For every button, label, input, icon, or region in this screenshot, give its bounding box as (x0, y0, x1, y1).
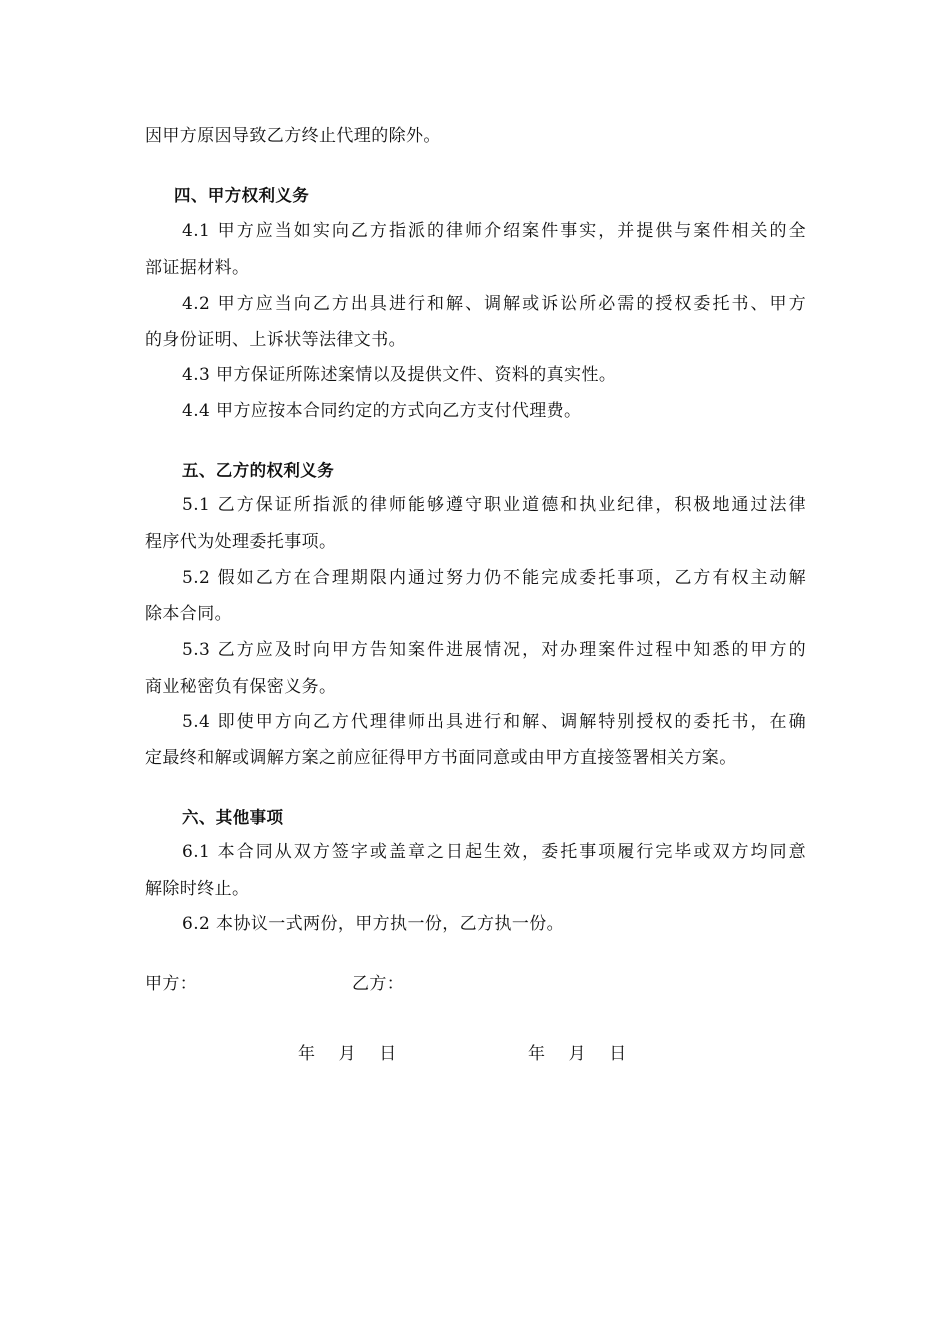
section5-p1-line1: 5.1 乙方保证所指派的律师能够遵守职业道德和执业纪律，积极地通过法律 (182, 495, 806, 515)
section4-heading: 四、甲方权利义务 (174, 186, 310, 205)
party-a-label: 甲方： (145, 974, 198, 994)
intro-tail-text: 因甲方原因导致乙方终止代理的除外。 (145, 126, 441, 146)
section4-p1-line1: 4.1 甲方应当如实向乙方指派的律师介绍案件事实，并提供与案件相关的全 (182, 221, 806, 241)
section5-p2-line1: 5.2 假如乙方在合理期限内通过努力仍不能完成委托事项，乙方有权主动解 (182, 568, 806, 588)
section4-p1-line2: 部证据材料。 (145, 258, 250, 278)
section5-p3-line1: 5.3 乙方应及时向甲方告知案件进展情况，对办理案件过程中知悉的甲方的 (182, 640, 806, 660)
section5-p2-line2: 除本合同。 (145, 604, 232, 624)
party-b-label: 乙方： (352, 974, 405, 994)
date-b: 年 月 日 (528, 1044, 627, 1064)
section5-heading: 五、乙方的权利义务 (182, 461, 335, 480)
section4-p4: 4.4 甲方应按本合同约定的方式向乙方支付代理费。 (182, 401, 582, 421)
section5-p4-line2: 定最终和解或调解方案之前应征得甲方书面同意或由甲方直接签署相关方案。 (145, 748, 737, 768)
section4-p2-line2: 的身份证明、上诉状等法律文书。 (145, 330, 406, 350)
section6-p1-line1: 6.1 本合同从双方签字或盖章之日起生效，委托事项履行完毕或双方均同意 (182, 842, 806, 862)
section6-p1-line2: 解除时终止。 (145, 879, 250, 899)
section6-p2: 6.2 本协议一式两份，甲方执一份，乙方执一份。 (182, 914, 565, 934)
section6-heading: 六、其他事项 (182, 808, 284, 827)
section4-p2-line1: 4.2 甲方应当向乙方出具进行和解、调解或诉讼所必需的授权委托书、甲方 (182, 294, 806, 314)
section5-p1-line2: 程序代为处理委托事项。 (145, 532, 337, 552)
section5-p3-line2: 商业秘密负有保密义务。 (145, 677, 337, 697)
section5-p4-line1: 5.4 即使甲方向乙方代理律师出具进行和解、调解特别授权的委托书，在确 (182, 712, 806, 732)
section4-p3: 4.3 甲方保证所陈述案情以及提供文件、资料的真实性。 (182, 365, 617, 385)
date-a: 年 月 日 (298, 1044, 397, 1064)
